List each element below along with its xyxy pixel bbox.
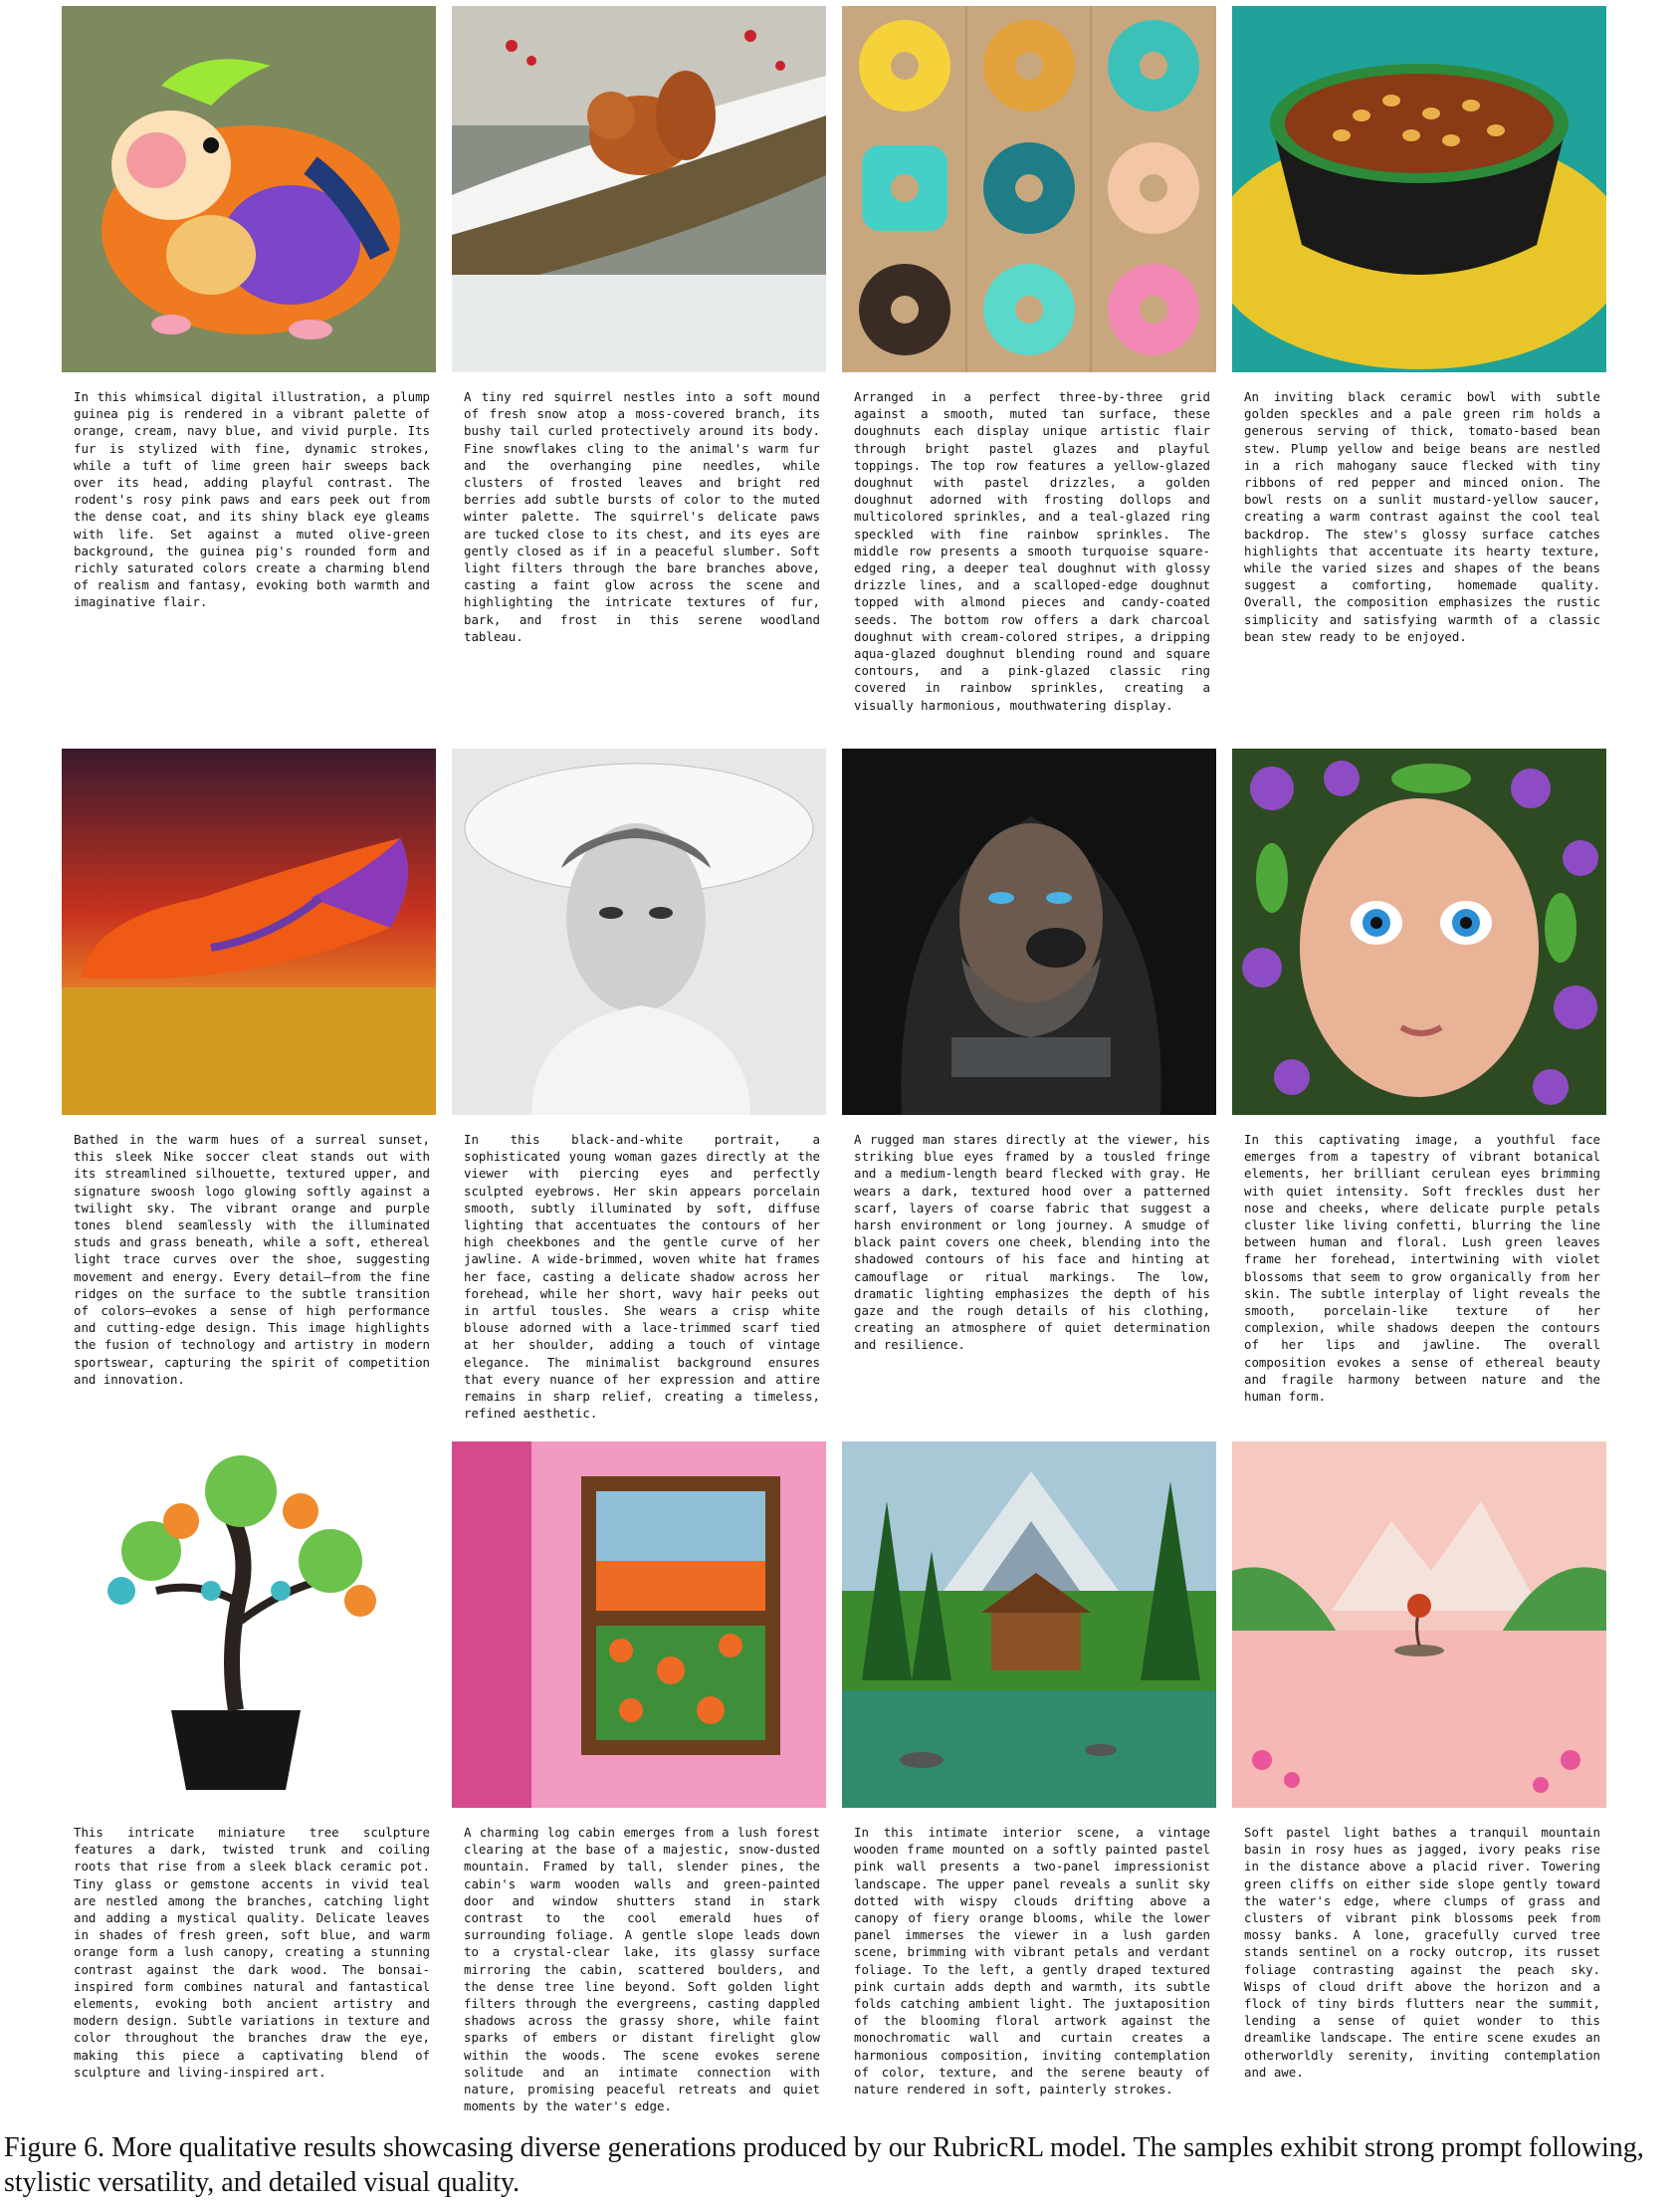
- child-face-image: [1232, 749, 1606, 1115]
- sample-caption: An inviting black ceramic bowl with subtle golden speckles and a pale green rim holds a generous serving of thick, tomato-based bean stew. Plump yellow and beige beans are nestled in a rich mahogany sauce flecked with tiny ribbons of red pepper and minced onion. The bowl rests on a sunlit mustard-yellow saucer, creating a warm contrast against the cool teal backdrop. The stew's glossy surface catches highlights that accentuate its hearty texture, while the varied sizes and shapes of the beans suggest a comforting, homemade quality. Overall, the composition emphasizes the rustic simplicity and satisfying warmth of a classic bean stew ready to be enjoyed.: [1244, 389, 1600, 644]
- sample-caption: Bathed in the warm hues of a surreal sunset, this sleek Nike soccer cleat stands out with its streamlined silhouette, textured upper, and signature swoosh logo glowing softly against a twilight sky. The vibrant orange and purple tones blend seamlessly with the illuminated studs and grass beneath, while a soft, ethereal light trace curves over the shoe, suggesting movement and energy. Every detail—from the fine ridges on the surface to the subtle transition of colors—evokes a sense of high performance and cutting-edge design. This image highlights the fusion of technology and artistry in modern sportswear, capturing the spirit of competition and innovation.: [74, 1132, 430, 1387]
- bonsai-sculpture-image: [62, 1441, 436, 1808]
- squirrel-snow-image: [452, 6, 826, 372]
- sample-caption: A rugged man stares directly at the viewer, his striking blue eyes framed by a tousled fringe and a medium-length beard flecked with gray. He wears a dark, textured hood over a patterned scarf, layers of coarse fabric that suggest a harsh environment or long journey. A smudge of black paint covers one cheek, blending into the shadowed contours of his face and hinting at camouflage or ritual markings. The low, dramatic lighting emphasizes the depth of his gaze and the rough details of his clothing, creating an atmosphere of quiet determination and resilience.: [854, 1132, 1210, 1353]
- soccer-cleat-image: [62, 749, 436, 1115]
- log-cabin-image: [842, 1441, 1216, 1808]
- sample-caption: In this black-and-white portrait, a sophisticated young woman gazes directly at the viewer with piercing eyes and perfectly sculpted eyebrows. Her skin appears porcelain smooth, subtly illuminated by soft, diffuse lighting that accentuates the contours of her high cheekbones and the gentle curve of her jawline. A wide-brimmed, woven white hat frames her face, casting a delicate shadow across her forehead, while her short, wavy hair peeks out in artful tousles. She wears a crisp white blouse adorned with a lace-trimmed scarf tied at her shoulder, adding a touch of vintage elegance. The minimalist background ensures that every nuance of her expression and attire remains in sharp relief, creating a timeless, refined aesthetic.: [464, 1132, 820, 1422]
- doughnut-grid-image: [842, 6, 1216, 372]
- sample-caption: A tiny red squirrel nestles into a soft mound of fresh snow atop a moss-covered branch, its bushy tail curled protectively around its body. Fine snowflakes cling to the animal's warm fur and the overhanging pine needles, while clusters of frosted leaves and bright red berries add subtle bursts of color to the muted winter palette. The squirrel's delicate paws are tucked close to its chest, and its eyes are gently closed as if in a peaceful slumber. Soft light filters through the bare branches above, casting a faint glow across the scene and highlighting the intricate textures of fur, bark, and frost in this serene woodland tableau.: [464, 389, 820, 644]
- sample-caption: Soft pastel light bathes a tranquil mountain basin in rosy hues as jagged, ivory peaks rise in the distance above a placid river. Towering green cliffs on either side slope gently toward the water's edge, where clumps of grass and clusters of vibrant pink blossoms peek from mossy banks. A lone, gracefully curved tree stands sentinel on a rocky outcrop, its russet foliage contrasting against the peach sky. Wisps of cloud drift above the horizon and a flock of tiny birds flutters near the summit, lending a sense of quiet wonder to this dreamlike landscape. The entire scene exudes an otherworldly serenity, inviting contemplation and awe.: [1244, 1825, 1600, 2080]
- framed-painting-image: [452, 1441, 826, 1808]
- sample-caption: A charming log cabin emerges from a lush forest clearing at the base of a majestic, snow-dusted mountain. Framed by tall, slender pines, the cabin's warm wooden walls and green-painted door and window shutters stand in stark contrast to the cool emerald hues of surrounding foliage. A gentle slope leads down to a crystal-clear lake, its glassy surface mirroring the cabin, scattered boulders, and the dense tree line beyond. Soft golden light filters through the evergreens, casting dappled shadows across the grassy shore, while faint sparks of embers or distant firelight glow within the woods. The scene evokes serene solitude and an intimate connection with nature, promising peaceful retreats and quiet moments by the water's edge.: [464, 1825, 820, 2114]
- sample-caption: In this captivating image, a youthful face emerges from a tapestry of vibrant botanical elements, her brilliant cerulean eyes brimming with quiet intensity. Soft freckles dust her nose and cheeks, where delicate purple petals cluster like living confetti, blurring the line between human and floral. Lush green leaves frame her forehead, intertwining with violet blossoms that seem to grow organically from her skin. The subtle interplay of light reveals the smooth, porcelain-like texture of her complexion, while shadows deepen the contours of her lips and jawline. The overall composition evokes a sense of ethereal beauty and fragile harmony between nature and the human form.: [1244, 1132, 1600, 1405]
- bean-stew-image: [1232, 6, 1606, 372]
- sample-caption: This intricate miniature tree sculpture features a dark, twisted trunk and coiling roots that rise from a sleek black ceramic pot. Tiny glass or gemstone accents in vivid teal are nestled among the branches, catching light and adding a mystical quality. Delicate leaves in shades of fresh green, soft blue, and warm orange form a lush canopy, creating a stunning contrast against the dark wood. The bonsai-inspired form combines natural and fantastical elements, evoking both ancient artistry and modern design. Subtle variations in texture and color throughout the branches draw the eye, making this piece a captivating blend of sculpture and living-inspired art.: [74, 1825, 430, 2080]
- sample-caption: In this whimsical digital illustration, a plump guinea pig is rendered in a vibrant palette of orange, cream, navy blue, and vivid purple. Its fur is stylized with fine, dynamic strokes, while a tuft of lime green hair sweeps back over its head, adding playful contrast. The rodent's rosy pink paws and ears peek out from the dense coat, and its shiny black eye gleams with life. Set against a muted olive-green background, the guinea pig's rounded form and richly saturated colors create a charming blend of realism and fantasy, evoking both warmth and imaginative flair.: [74, 389, 430, 610]
- bw-portrait-image: [452, 749, 826, 1115]
- pastel-basin-image: [1232, 1441, 1606, 1808]
- figure-caption: Figure 6. More qualitative results showcasing diverse generations produced by our RubricRL model. The samples exhibit strong prompt following, stylistic versatility, and detailed visual quality.: [4, 2132, 1644, 2198]
- rugged-man-image: [842, 749, 1216, 1115]
- guinea-pig-image: [62, 6, 436, 372]
- sample-caption: Arranged in a perfect three-by-three grid against a smooth, muted tan surface, these doughnuts each display unique artistic flair through bright pastel glazes and playful toppings. The top row features a yellow-glazed doughnut with pastel drizzles, a golden doughnut adorned with frosting dollops and multicolored sprinkles, and a teal-glazed ring speckled with fine rainbow sprinkles. The middle row presents a smooth turquoise square-edged ring, a deeper teal doughnut with glossy drizzle lines, and a scalloped-edge doughnut topped with almond pieces and candy-coated seeds. The bottom row offers a dark charcoal doughnut with cream-colored stripes, a dripping aqua-glazed doughnut blending round and square contours, and a pink-glazed classic ring covered in rainbow sprinkles, creating a visually harmonious, mouthwatering display.: [854, 389, 1210, 713]
- sample-caption: In this intimate interior scene, a vintage wooden frame mounted on a softly painted pastel pink wall presents a two-panel impressionist landscape. The upper panel reveals a sunlit sky dotted with wispy clouds drifting above a canopy of fiery orange blooms, while the lower panel immerses the viewer in a lush garden scene, brimming with vibrant petals and verdant foliage. To the left, a gently draped textured pink curtain adds depth and warmth, its subtle folds catching ambient light. The juxtaposition of the blooming floral artwork against the monochromatic wall and curtain creates a harmonious composition, inviting contemplation of color, texture, and the serene beauty of nature rendered in soft, painterly strokes.: [854, 1825, 1210, 2097]
